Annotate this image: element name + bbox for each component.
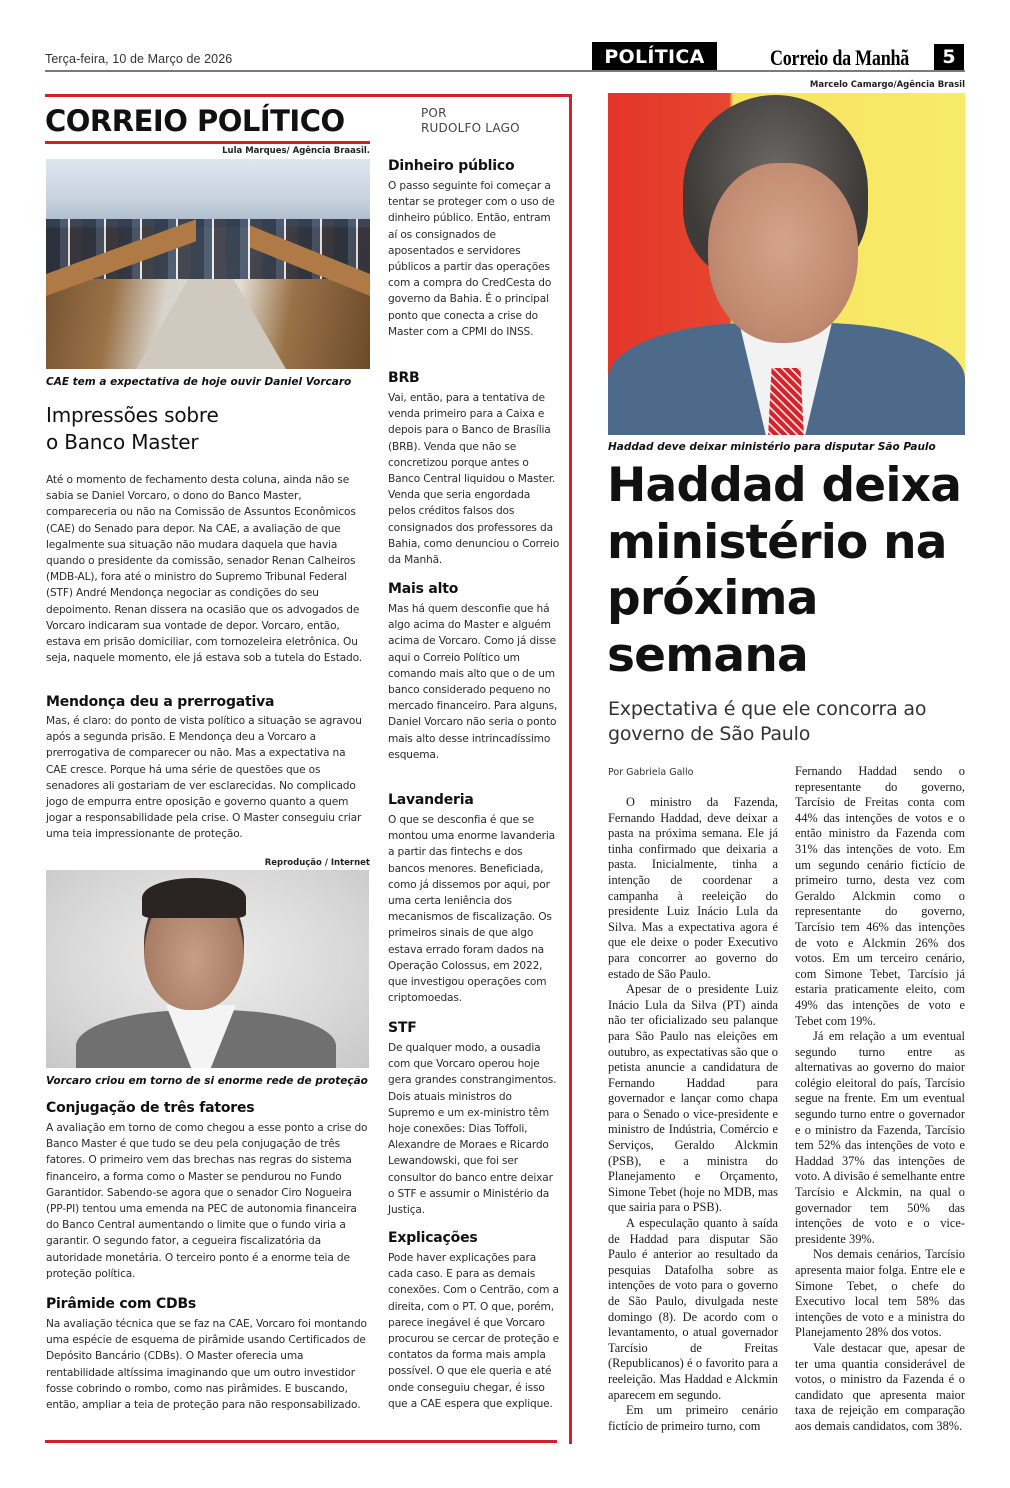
cae-hearing-photo	[46, 159, 370, 369]
section-body: O passo seguinte foi começar a tentar se proteger com o uso de dinheiro público. Então, entram aí os consignados de aposentados e servidores públicos a partir das operações com a compra do CredCesta do governo da Bahia. É o principal ponto que conecta a crise do Master com a CPMI do INSS.	[388, 180, 555, 338]
photo-caption: Vorcaro criou em torno de si enorme rede de proteção	[46, 1075, 368, 1087]
section-heading: BRB	[388, 370, 420, 386]
section-label: POLÍTICA	[592, 42, 717, 71]
photo-credit: Lula Marques/ Agência Braasil.	[222, 146, 370, 156]
vorcaro-portrait-photo	[46, 870, 369, 1068]
section-body: Pode haver explicações para cada caso. E para as demais conexões. Com o Centrão, com a direita, com o PT. O que, porém, parece inegável é que Vorcaro procurou se cercar de proteção e contatos da forma mais ampla possível. O que ele queria e até onde conseguiu chegar, é isso que a CAE espera que explique.	[388, 1252, 559, 1410]
column-byline	[421, 106, 520, 136]
article-deck: Expectativa é que ele concorra ao governo de São Paulo	[608, 698, 927, 745]
section-heading: STF	[388, 1020, 417, 1036]
column-frame-bottom	[45, 1440, 557, 1443]
byline-prefix: POR	[421, 106, 447, 120]
photo-credit: Reprodução / Internet	[264, 858, 370, 868]
article-paragraph: Já em relação a um eventual segundo turno entre as alternativas ao governo do maior colégio eleitoral do país, Tarcísio segue na frente. Em um eventual segundo turno entre o governador e o ministro da Fazenda, Tarcísio tem 52% das intenções de voto e Haddad 37% das intenções de voto. A divisão é semelhante entre Tarcísio e Alckmin, na qual o governador tem 50% das intenções de voto e o vice-presidente 39%.	[795, 1029, 965, 1246]
section-body: Mas há quem desconfie que há algo acima do Master e alguém acima de Vorcaro. Como já disse aqui o Correio Político um comando mais alto que o de um banco considerado pequeno no mercado financeiro. Para alguns, Daniel Vorcaro não seria o ponto mais alto desse intrincadíssimo esquema.	[388, 603, 558, 761]
headline-line: o Banco Master	[46, 430, 199, 454]
section-heading: Mendonça deu a prerrogativa	[46, 694, 275, 710]
section-body: De qualquer modo, a ousadia com que Vorcaro operou hoje gera grandes constrangimentos. Dois atuais ministros do Supremo e um ex-ministro têm hoje conexões: Dias Toffoli, Alexandre de Moraes e Ricardo Lewandowski, que foi ser consultor do banco entre deixar o STF e assumir o Ministério da Justiça.	[388, 1042, 557, 1217]
header-divider	[45, 70, 965, 72]
photo-caption: CAE tem a expectativa de hoje ouvir Daniel Vorcaro	[46, 376, 352, 388]
article-column-1	[608, 795, 778, 1434]
photo-floor	[136, 279, 286, 369]
article-author: Por Gabriela Gallo	[608, 767, 694, 778]
issue-date: Terça-feira, 10 de Março de 2026	[45, 52, 233, 66]
column-frame-top	[45, 94, 571, 97]
photo-caption: Haddad deve deixar ministério para disputar São Paulo	[608, 441, 936, 453]
section-body: Vai, então, para a tentativa de venda primeiro para a Caixa e depois para o Banco de Brasília (BRB). Venda que não se concretizou porque antes o Banco Central liquidou o Master. Venda que seria engordada pelos créditos falsos dos consignados dos professores da Bahia, como denunciou o Correio da Manhã.	[388, 392, 560, 567]
page-number: 5	[934, 44, 964, 71]
newspaper-masthead: Correio da Manhã	[770, 45, 910, 70]
section-heading: Mais alto	[388, 581, 459, 597]
section-body: Mas, é claro: do ponto de vista político a situação se agravou após a segunda prisão. E Mendonça deu a Vorcaro a prerrogativa de comparecer ou não. Mas a expectativa na CAE cresce. Porque há uma série de questões que os senadores ali gostariam de ver esclarecidas. No complicado jogo de empurra entre oposição e governo quanto a quem jogar a responsabilidade pela crise. O Master conseguiu criar uma teia impressionante de proteção.	[46, 715, 362, 841]
article-column-2	[795, 764, 965, 1435]
section-heading: Pirâmide com CDBs	[46, 1296, 197, 1312]
photo-hair	[142, 878, 246, 918]
photo-tie	[768, 368, 804, 435]
article-headline: Haddad deixa ministério na próxima semana	[607, 458, 962, 683]
headline-line: Impressões sobre	[46, 403, 219, 427]
article-paragraph: A especulação quanto à saída de Haddad para disputar São Paulo é anterior ao resultado da pesquias Datafolha sobre as intenções de voto para o governo de São Paulo, divulgada neste domingo (8). De acordo com o levantamento, o atual governador Tarcísio de Freitas (Republicanos) é o favorito para a reeleição. Mas Haddad e Alckmin aparecem em segundo.	[608, 1216, 778, 1402]
section-heading: Dinheiro público	[388, 158, 515, 174]
column-lead-body: Até o momento de fechamento desta coluna, ainda não se sabia se Daniel Vorcaro, o dono do Banco Master, compareceria ou não na Comissão de Assuntos Econômicos (CAE) do Senado para depor. Na CAE, a avaliação de que legalmente sua situação não mudara daquela que havia quando o presidente da comissão, senador Renan Calheiros (MDB-AL), fora até o ministro do Supremo Tribunal Federal (STF) André Mendonça negociar as condições do seu depoimento. Renan dissera na ocasião que os advogados de Vorcaro indicaram sua vontade de depor. Vorcaro, então, estava em prisão domiciliar, com tornozeleira eletrônica. Ou seja, naquele momento, ele já estava sob a tutela do Estado.	[46, 474, 362, 665]
section-heading: Lavanderia	[388, 792, 474, 808]
column-title: CORREIO POLÍTICO	[45, 104, 345, 138]
article-paragraph: Nos demais cenários, Tarcísio apresenta maior folga. Entre ele e Simone Tebet, o chefe do Executivo local tem 58% das intenções de voto e a ministra do Planejamento 28% dos votos.	[795, 1247, 965, 1340]
article-paragraph: Vale destacar que, apesar de ter uma quantia considerável de votos, o ministro da Fazenda é o candidato que apresenta maior taxa de rejeição em comparação aos demais candidatos, com 38%.	[795, 1340, 965, 1433]
article-paragraph: Fernando Haddad sendo o representante do governo, Tarcísio de Freitas conta com 44% das intenções de votos e o então ministro da Fazenda com 31% das intenções de voto. Em um segundo cenário fictício de primeiro turno, desta vez com Geraldo Alckmin como o representante do governo, Tarcísio tem 46% das intenções de voto e Alckmin 26% dos votos. Em um terceiro cenário, com Simone Tebet, Tarcísio já estaria praticamente eleito, com 49% das intenções de voto e Tebet com 19%.	[795, 764, 965, 1028]
column-title-underline	[45, 141, 370, 144]
photo-face	[708, 163, 858, 343]
section-body: Na avaliação técnica que se faz na CAE, Vorcaro foi montando uma espécie de esquema de pirâmide usando Certificados de Depósito Bancário (CDBs). O Master oferecia uma rentabilidade altíssima imaginando que um outro investidor fosse cobrindo o rombo, como nas pirâmides. E buscando, então, ampliar a teia de proteção para não responsabilizado.	[46, 1318, 367, 1412]
article-paragraph: Apesar de o presidente Luiz Inácio Lula da Silva (PT) ainda não ter oficializado seu palanque para São Paulo nas eleições em outubro, as expectativas são que o petista anuncie a candidatura de Fernando Haddad para governador e lançar como chapa para o Senado o vice-presidente e ministro de Indústria, Comércio e Serviços, Geraldo Alckmin (PSB), e a ministra do Planejamento e Orçamento, Simone Tebet (hoje no MDB, mas que sairia para o PSB).	[608, 982, 778, 1215]
section-body: A avaliação em torno de como chegou a esse ponto a crise do Banco Master é que tudo se deu pela conjugação de três fatores. O primeiro vem das brechas nas regras do sistema financeiro, a forma como o Master se pendurou no Fundo Garantidor. Sabendo-se agora que o senador Ciro Nogueira (PP-PI) tentou uma emenda na PEC de autonomia financeira do Banco Central aumentando o limite que o fundo viria a garantir. O segundo fator, a cegueira fiscalizatória da autoridade monetária. O terceiro ponto é a enorme teia de proteção política.	[46, 1122, 368, 1280]
photo-credit: Marcelo Camargo/Agência Brasil	[809, 80, 965, 90]
haddad-portrait-photo	[608, 93, 965, 435]
article-paragraph: O ministro da Fazenda, Fernando Haddad, deve deixar a pasta na próxima semana. Ele já tinha confirmado que deixaria a pasta. Inicialmente, tinha a intenção de coordenar a campanha à reeleição do presidente Luiz Inácio Lula da Silva. Mas a expectativa agora é que ele deixe o poder Executivo para concorrer ao governo do estado de São Paulo.	[608, 795, 778, 981]
section-heading: Explicações	[388, 1230, 478, 1246]
column-frame-right	[569, 94, 572, 1444]
column-lead-headline	[46, 402, 376, 456]
section-body: O que se desconfia é que se montou uma enorme lavanderia a partir das fintechs e dos bancos menores. Beneficiada, como já dissemos por aqui, por uma certa leniência dos mecanismos de fiscalização. Os primeiros sinais de que algo estava errado foram dados na Operação Colossus, em 2022, que investigou operações com criptomoedas.	[388, 814, 555, 1005]
section-heading: Conjugação de três fatores	[46, 1100, 255, 1116]
byline-author: RUDOLFO LAGO	[421, 121, 520, 135]
article-paragraph: Em um primeiro cenário fictício de primeiro turno, com	[608, 1403, 778, 1433]
